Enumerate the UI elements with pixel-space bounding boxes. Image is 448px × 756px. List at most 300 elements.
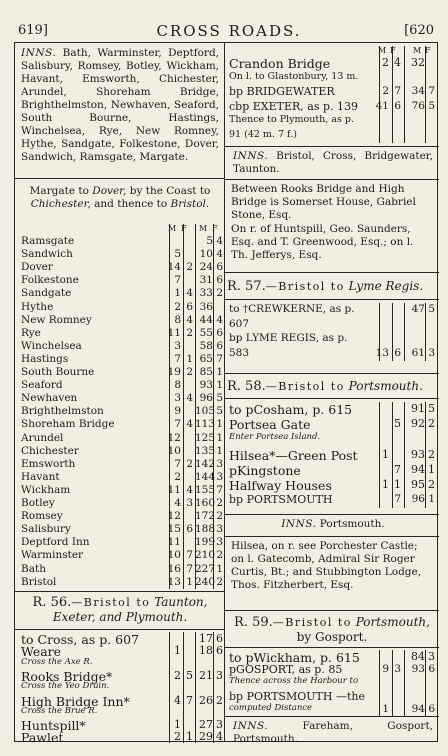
stage-miles: 19 — [167, 366, 181, 378]
route-59-heading: R. 59.—Bristol to Portsmouth, by Gosport. — [234, 615, 430, 644]
divider — [224, 536, 439, 537]
stage-furlongs: 7 — [394, 493, 401, 506]
place-name: Warminster — [21, 549, 84, 562]
place-name: Hilsea*—Green Post — [229, 447, 358, 463]
place-name: Bath — [21, 562, 46, 575]
table-row — [21, 445, 221, 459]
stage-miles: 9 — [174, 405, 181, 418]
total-furlongs: 7 — [216, 483, 223, 496]
total-furlongs: 3 — [216, 457, 223, 470]
route-56-heading: R. 56.—Bristol to Taunton, Exeter, and Plymouth. — [32, 595, 208, 624]
total-miles: 61 — [411, 346, 425, 359]
total-miles: 26 — [199, 693, 213, 707]
stage-miles: 1 — [174, 644, 181, 658]
place-name: to †CREWKERNE, as p. — [229, 303, 355, 315]
total-furlongs: 3 — [428, 346, 435, 359]
table-row — [21, 497, 221, 511]
total-furlongs: 3 — [216, 718, 223, 732]
total-miles: 188 — [195, 523, 216, 536]
place-name: Brighthelmston — [21, 405, 104, 418]
table-row — [229, 663, 435, 677]
stage-furlongs: 7 — [186, 549, 193, 562]
table-row — [21, 287, 221, 301]
route-56-table — [21, 632, 223, 746]
place-name: Rooks Bridge* — [21, 668, 113, 684]
table-row — [229, 129, 435, 143]
total-miles: 91 — [411, 402, 425, 415]
total-furlongs: 2 — [428, 417, 435, 431]
table-row — [21, 418, 221, 432]
total-miles: 210 — [195, 549, 216, 562]
column-header: M — [168, 224, 177, 233]
table-row — [21, 327, 221, 341]
total-furlongs: 6 — [216, 339, 223, 352]
total-furlongs: 5 — [216, 392, 223, 405]
total-miles: 17 — [199, 632, 213, 645]
stage-furlongs: 3 — [186, 497, 193, 509]
table-row — [21, 379, 221, 393]
total-furlongs: 5 — [428, 402, 435, 415]
column-header: M — [413, 46, 422, 55]
place-name: to pWickham, p. 615 — [229, 650, 360, 665]
stage-furlongs: 2 — [186, 366, 193, 378]
place-name: 583 — [229, 346, 250, 359]
table-row — [21, 730, 221, 744]
place-name: cbp EXETER, as p. 139 — [229, 99, 359, 113]
stage-furlongs: 2 — [186, 261, 193, 274]
place-name: pGOSPORT, as p. 85 — [229, 663, 343, 677]
stage-miles: 11 — [167, 483, 181, 496]
place-name: computed Distance — [229, 702, 313, 713]
place-name: Shoreham Bridge — [21, 418, 115, 431]
table-row — [229, 448, 435, 462]
total-miles: 93 — [199, 379, 213, 392]
column-header: M — [378, 46, 387, 55]
divider — [224, 398, 439, 399]
table-row — [21, 536, 221, 550]
divider — [224, 373, 439, 374]
table-row — [21, 366, 221, 380]
place-name: Winchelsea — [21, 339, 82, 352]
stage-miles: 13 — [167, 575, 181, 588]
place-name: Arundel — [21, 431, 64, 444]
column-header: F — [212, 224, 218, 233]
table-row — [229, 432, 435, 446]
stage-furlongs: 4 — [186, 392, 193, 405]
stage-miles: 1 — [382, 478, 389, 491]
stage-furlongs: 1 — [394, 478, 401, 491]
total-miles: 113 — [195, 418, 216, 431]
total-miles: 160 — [195, 497, 216, 509]
place-name: bp PORTSMOUTH —the — [229, 689, 365, 703]
table-row — [229, 690, 435, 704]
total-miles: 76 — [411, 99, 425, 112]
stage-furlongs: 7 — [186, 562, 193, 575]
table-row — [21, 248, 221, 262]
total-miles: 155 — [195, 483, 216, 496]
table-row — [229, 114, 435, 128]
total-furlongs: 1 — [216, 562, 223, 575]
stage-furlongs: 6 — [394, 99, 401, 112]
stage-miles: 13 — [375, 346, 389, 359]
place-name: Enter Portsea Island. — [229, 432, 321, 443]
place-name: Salisbury — [21, 523, 71, 536]
total-miles: 199 — [195, 536, 216, 549]
place-name: pKingstone — [229, 462, 301, 478]
stage-furlongs: 7 — [394, 85, 401, 97]
place-name: New Romney — [21, 313, 92, 326]
total-furlongs: 3 — [216, 523, 223, 536]
place-name: Wickham — [21, 483, 71, 496]
place-name: bp BRIDGEWATER — [229, 85, 335, 98]
route-59-table — [229, 650, 435, 722]
stage-furlongs: 1 — [186, 575, 193, 588]
total-furlongs: 2 — [216, 497, 223, 509]
stage-miles: 8 — [174, 379, 181, 392]
total-furlongs: 6 — [216, 326, 223, 339]
stage-furlongs: 6 — [394, 346, 401, 359]
content-frame — [14, 42, 438, 746]
place-name: Rye — [21, 326, 41, 339]
total-furlongs: 2 — [216, 287, 223, 300]
stage-miles: 10 — [167, 549, 181, 562]
inns-paragraph-left: INNS. Bath, Warminster, Deptford, Salisbury, Romsey, Botley, Wickham, Havant, Emsworth, Chichester, Arundel, Shoreham Bridge, Brighthelmston, Newhaven, Seaford, South Bourne, Hastings, Winchelsea, Rye, New Romney, Hythe, Sandgate, Folkestone, Dover, Sandwich, Ramsgate, Margate. — [21, 47, 219, 163]
total-furlongs: 2 — [216, 510, 223, 523]
place-name: Sandgate — [21, 287, 72, 300]
table-row — [21, 235, 221, 249]
note-hilsea: Hilsea, on r. see Porchester Castle; on l. Gatecomb, Admiral Sir Roger Curtis, Bt.; and Stubbington Lodge, Thos. Fitzherbert, Esq. — [231, 540, 422, 591]
stage-miles: 1 — [382, 447, 389, 461]
stage-furlongs: 7 — [186, 693, 193, 707]
total-miles: 95 — [411, 478, 425, 491]
place-name: Cross the Axe R. — [21, 656, 93, 667]
route-58-heading: R. 58.—Bristol to Portsmouth. — [227, 379, 423, 394]
total-furlongs: 3 — [216, 668, 223, 682]
book-page — [14, 20, 438, 746]
place-name: Crandon Bridge — [229, 56, 331, 71]
place-name: 91 (42 m. 7 f.) — [229, 128, 297, 140]
column-header: F — [425, 46, 431, 55]
total-furlongs: 3 — [428, 650, 435, 663]
table-row — [21, 563, 221, 577]
table-row — [21, 510, 221, 524]
table-row — [229, 417, 435, 431]
note-huntspill: On r. of Huntspill, Geo. Saunders, Esq. and T. Greenwood, Esq.; on l. Th. Jefferys, Esq. — [231, 223, 414, 261]
place-name: Portsea Gate — [229, 417, 311, 433]
table-row — [21, 353, 221, 367]
place-name: Seaford — [21, 379, 63, 392]
place-name: Pawlet — [21, 730, 64, 746]
total-furlongs: 6 — [216, 261, 223, 274]
total-furlongs: 6 — [428, 663, 435, 676]
total-miles: 24 — [199, 261, 213, 274]
crandon-route-table — [229, 46, 435, 146]
table-row — [21, 274, 221, 288]
table-row — [21, 301, 221, 315]
place-name: Huntspill* — [21, 718, 86, 734]
total-miles: 125 — [195, 431, 216, 444]
total-miles: 27 — [199, 718, 213, 732]
place-name: Romsey — [21, 510, 63, 523]
place-name: Ramsgate — [21, 235, 75, 247]
stage-furlongs: 4 — [186, 313, 193, 326]
stage-miles: 2 — [174, 300, 181, 313]
total-furlongs: 6 — [216, 644, 223, 658]
place-name: Weare — [21, 644, 62, 660]
table-row — [229, 703, 435, 717]
divider — [224, 716, 439, 717]
total-miles: 10 — [199, 248, 213, 261]
stage-miles: 10 — [167, 444, 181, 457]
total-furlongs: 1 — [216, 366, 223, 378]
stage-furlongs: 4 — [186, 418, 193, 431]
place-name: Thence across the Harbour to — [229, 676, 359, 687]
table-row — [21, 432, 221, 446]
total-furlongs: 3 — [216, 470, 223, 483]
stage-miles: 2 — [174, 730, 181, 744]
stage-miles: 2 — [382, 85, 389, 97]
total-furlongs: 2 — [428, 447, 435, 461]
stage-miles: 7 — [174, 274, 181, 287]
stage-miles: 9 — [382, 663, 389, 676]
total-furlongs: 7 — [428, 85, 435, 97]
divider — [15, 591, 224, 592]
stage-furlongs: 4 — [394, 56, 401, 69]
total-furlongs: 1 — [428, 493, 435, 506]
divider — [224, 179, 439, 180]
stage-furlongs: 5 — [186, 668, 193, 682]
total-miles: 105 — [195, 405, 216, 418]
stage-miles: 2 — [382, 56, 389, 69]
divider — [15, 178, 224, 179]
route-58-table — [229, 402, 435, 512]
place-name: Deptford Inn — [21, 536, 90, 549]
total-furlongs: 2 — [428, 478, 435, 491]
table-row — [21, 405, 221, 419]
total-furlongs: 6 — [428, 702, 435, 715]
table-row — [21, 484, 221, 498]
total-furlongs: 1 — [216, 379, 223, 392]
place-name: 607 — [229, 317, 250, 330]
stage-miles: 4 — [174, 497, 181, 509]
stage-miles: 7 — [174, 418, 181, 431]
stage-furlongs: 3 — [394, 663, 401, 676]
place-name: Emsworth — [21, 457, 76, 470]
total-miles: 5 — [206, 235, 213, 247]
table-row — [229, 71, 435, 85]
stage-miles: 15 — [167, 523, 181, 536]
total-furlongs: 4 — [216, 730, 223, 744]
total-miles: 36 — [199, 300, 213, 313]
stage-miles: 16 — [167, 562, 181, 575]
total-miles: 18 — [199, 644, 213, 658]
divider — [224, 647, 439, 648]
total-miles: 172 — [195, 510, 216, 523]
total-furlongs: 2 — [216, 575, 223, 588]
total-furlongs: 1 — [216, 431, 223, 444]
total-furlongs: 4 — [216, 248, 223, 261]
total-miles: 94 — [411, 702, 425, 715]
stage-furlongs: 2 — [186, 457, 193, 470]
margate-route-table — [21, 224, 221, 594]
column-header: F — [181, 224, 187, 233]
total-miles: 135 — [195, 444, 216, 457]
stage-miles: 11 — [167, 326, 181, 339]
table-row — [229, 303, 435, 317]
total-miles: 58 — [199, 339, 213, 352]
place-name: bp PORTSMOUTH — [229, 493, 333, 507]
stage-furlongs: 7 — [394, 462, 401, 476]
total-miles: 44 — [199, 313, 213, 326]
table-row — [229, 332, 435, 346]
table-row — [229, 100, 435, 114]
place-name: Hastings — [21, 352, 69, 365]
stage-miles: 3 — [174, 339, 181, 352]
divider — [224, 299, 439, 300]
total-miles: 93 — [411, 447, 425, 461]
inns-portsmouth: INNS. Portsmouth. — [281, 518, 385, 530]
total-miles: 21 — [199, 668, 213, 682]
total-miles: 31 — [199, 274, 213, 287]
place-name: Hythe — [21, 300, 54, 313]
stage-miles: 1 — [174, 718, 181, 732]
place-name: On l. to Glastonbury, 13 m. — [229, 70, 359, 82]
place-name: Dover — [21, 261, 53, 274]
stage-miles: 7 — [174, 352, 181, 365]
stage-miles: 41 — [375, 99, 389, 112]
total-furlongs: 1 — [216, 444, 223, 457]
place-name: Bristol — [21, 575, 57, 588]
stage-miles: 5 — [174, 248, 181, 261]
stage-miles: 2 — [174, 668, 181, 682]
stage-miles: 3 — [174, 392, 181, 405]
column-header: M — [199, 224, 208, 233]
total-furlongs: 2 — [216, 549, 223, 562]
place-name: to Cross, as p. 607 — [21, 632, 140, 647]
total-furlongs: 6 — [216, 632, 223, 645]
table-row — [229, 402, 435, 416]
total-furlongs: 4 — [216, 313, 223, 326]
stage-furlongs: 1 — [186, 730, 193, 744]
total-miles: 65 — [199, 352, 213, 365]
stage-miles: 1 — [174, 287, 181, 300]
page-number-right: [620 — [404, 23, 434, 38]
total-furlongs: 4 — [216, 235, 223, 247]
stage-miles: 2 — [174, 470, 181, 483]
divider — [15, 629, 224, 630]
inns-fareham: INNS. Fareham, Gosport, Portsmouth. — [233, 720, 433, 745]
table-row — [229, 347, 435, 361]
stage-furlongs: 4 — [186, 483, 193, 496]
total-miles: 142 — [195, 457, 216, 470]
place-name: Botley — [21, 497, 55, 509]
page-title: CROSS ROADS. — [156, 22, 302, 40]
place-name: Chichester — [21, 444, 79, 457]
divider — [224, 514, 439, 515]
running-header — [14, 20, 438, 42]
route-57-table — [229, 303, 435, 367]
place-name: Havant — [21, 470, 60, 483]
stage-furlongs: 5 — [394, 417, 401, 431]
table-row — [229, 56, 435, 70]
place-name: Thence to Plymouth, as p. — [229, 114, 354, 125]
total-miles: 144 — [195, 470, 216, 483]
place-name: to pCosham, p. 615 — [229, 402, 353, 417]
total-furlongs: 6 — [216, 274, 223, 287]
total-miles: 96 — [411, 493, 425, 506]
divider — [224, 610, 439, 611]
table-row — [229, 650, 435, 664]
total-miles: 92 — [411, 417, 425, 431]
page-number-left: 619] — [18, 23, 48, 38]
place-name: bp LYME REGIS, as p. — [229, 332, 348, 344]
table-row — [229, 493, 435, 507]
total-furlongs: 7 — [216, 352, 223, 365]
total-furlongs: 1 — [428, 462, 435, 476]
stage-miles: 8 — [174, 313, 181, 326]
table-row — [229, 85, 435, 99]
total-miles: 94 — [411, 462, 425, 476]
table-row — [21, 549, 221, 563]
column-header: F — [390, 46, 396, 55]
total-miles: 240 — [195, 575, 216, 588]
table-row — [21, 314, 221, 328]
table-row — [229, 676, 435, 690]
stage-miles: 4 — [174, 693, 181, 707]
place-name: South Bourne — [21, 366, 95, 378]
place-name: Cross the Brue R. — [21, 705, 98, 716]
total-miles: 33 — [199, 287, 213, 300]
route-57-heading: R. 57.—Bristol to Lyme Regis. — [227, 279, 424, 294]
stage-furlongs: 6 — [186, 523, 193, 536]
stage-miles: 12 — [167, 510, 181, 523]
total-miles: 32 — [411, 56, 425, 69]
total-miles: 47 — [411, 303, 425, 315]
table-row — [21, 471, 221, 485]
table-row — [229, 463, 435, 477]
place-name: Cross the Yeo Drain. — [21, 681, 110, 692]
table-row — [21, 392, 221, 406]
total-miles: 55 — [199, 326, 213, 339]
total-furlongs: 3 — [216, 536, 223, 549]
stage-miles: 14 — [167, 261, 181, 274]
stage-miles: 11 — [167, 536, 181, 549]
stage-furlongs: 4 — [186, 287, 193, 300]
place-name: Newhaven — [21, 392, 78, 405]
total-miles: 96 — [199, 392, 213, 405]
table-row — [21, 458, 221, 472]
total-miles: 85 — [199, 366, 213, 378]
place-name: Sandwich — [21, 248, 73, 261]
total-furlongs: 5 — [428, 303, 435, 315]
table-row — [21, 523, 221, 537]
stage-miles: 1 — [382, 702, 389, 715]
place-name: Folkestone — [21, 274, 79, 287]
stage-miles: 12 — [167, 431, 181, 444]
place-name: Halfway Houses — [229, 478, 332, 493]
total-furlongs: 5 — [216, 405, 223, 418]
table-row — [229, 318, 435, 332]
total-miles: 34 — [411, 85, 425, 97]
table-row — [21, 261, 221, 275]
divider — [224, 272, 439, 273]
total-miles: 29 — [199, 730, 213, 744]
place-name: High Bridge Inn* — [21, 693, 130, 709]
route-title-margate: Margate to Dover, by the Coast to Chichester, and thence to Bristol. — [29, 185, 211, 210]
stage-miles: 7 — [174, 457, 181, 470]
stage-furlongs: 2 — [186, 326, 193, 339]
table-row — [21, 576, 221, 590]
